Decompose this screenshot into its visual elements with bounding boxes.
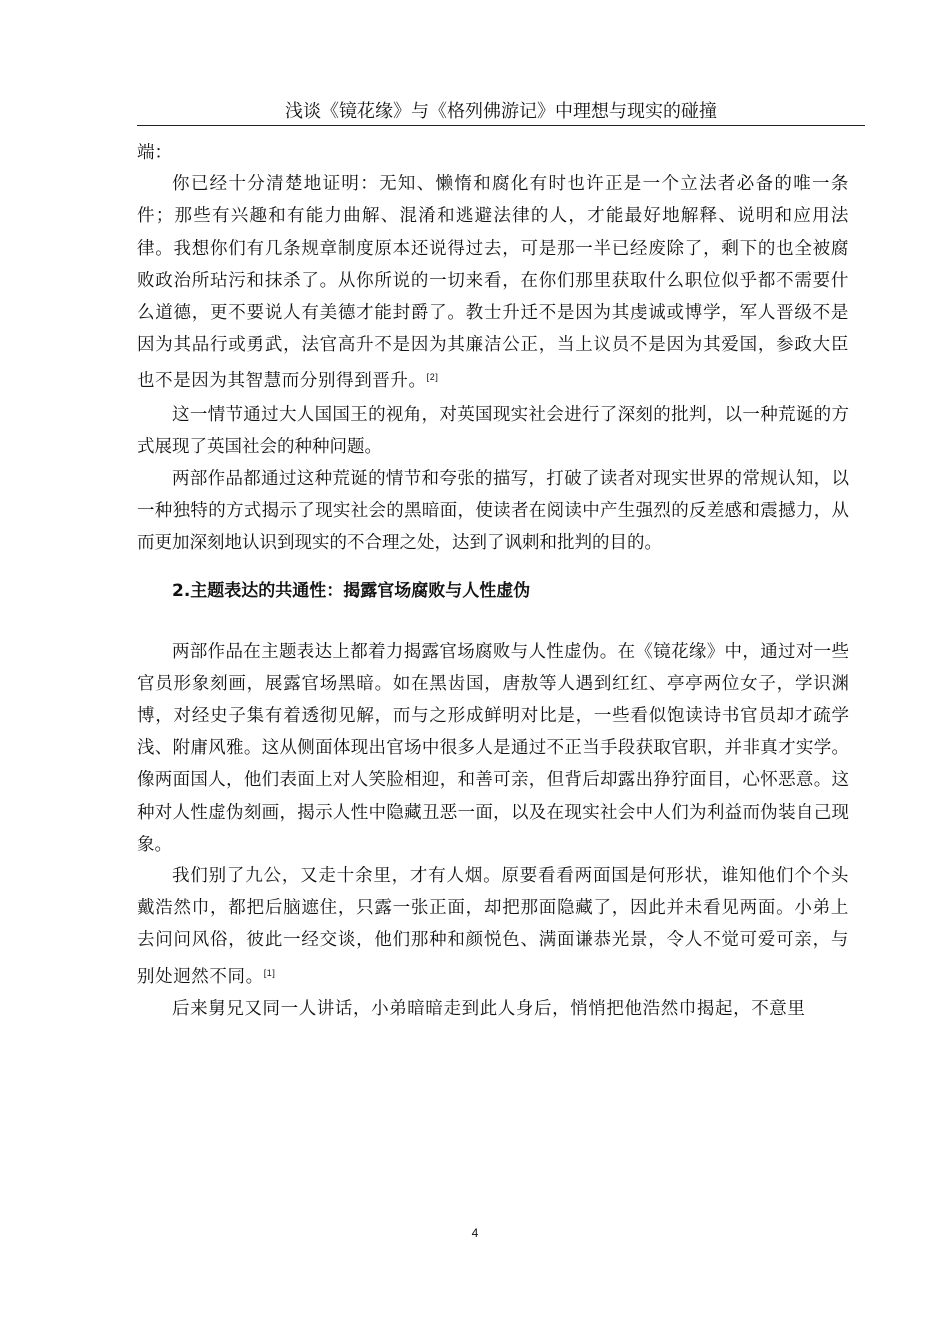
page-body	[137, 136, 849, 1025]
block-quote-two-faced	[137, 860, 849, 993]
page-number: 4	[471, 1226, 479, 1240]
paragraph-analysis: 这一情节通过大人国国王的视角，对英国现实社会进行了深刻的批判，以一种荒诞的方式展现了英国社会的种种问题。	[137, 403, 849, 456]
paragraph-continuation: 端：	[137, 142, 172, 162]
header-rule	[137, 125, 865, 126]
citation-marker: [2]	[426, 372, 439, 383]
quote-text: 我们别了九公，又走十余里，才有人烟。原要看看两面国是何形状，谁知他们个个头戴浩然巾，都把后脑遮住，只露一张正面，却把那面隐藏了，因此并未看见两面。小弟上去问问风俗，彼此一经交谈，他们那种和颜悦色、满面谦恭光景，令人不觉可爱可亲，与别处迥然不同。	[137, 866, 849, 987]
paragraph-theme: 两部作品在主题表达上都着力揭露官场腐败与人性虚伪。在《镜花缘》中，通过对一些官员形象刻画，展露官场黑暗。如在黑齿国，唐敖等人遇到红红、亭亭两位女子，学识渊博，对经史子集有着透彻见解，而与之形成鲜明对比是，一些看似饱读诗书官员却才疏学浅、附庸风雅。这从侧面体现出官场中很多人是通过不正当手段获取官职，并非真才实学。像两面国人，他们表面上对人笑脸相迎，和善可亲，但背后却露出狰狞面目，心怀恶意。这种对人性虚伪刻画，揭示人性中隐藏丑恶一面，以及在现实社会中人们为利益而伪装自己现象。	[137, 640, 849, 854]
citation-marker: [1]	[263, 967, 276, 978]
section-heading: 2.主题表达的共通性：揭露官场腐败与人性虚伪	[172, 580, 531, 601]
quote-text: 你已经十分清楚地证明：无知、懒惰和腐化有时也许正是一个立法者必备的唯一条件；那些有兴趣和有能力曲解、混淆和逃避法律的人，才能最好地解释、说明和应用法律。我想你们有几条规章制度原本还说得过去，可是那一半已经废除了，剩下的也全被腐败政治所玷污和抹杀了。从你所说的一切来看，在你们那里获取什么职位似乎都不需要什么道德，更不要说人有美德才能封爵了。教士升迁不是因为其虔诚或博学，军人晋级不是因为其品行或勇武，法官高升不是因为其廉洁公正，当上议员不是因为其爱国，参政大臣也不是因为其智慧而分别得到晋升。	[137, 174, 849, 392]
block-quote-king	[137, 168, 849, 397]
running-header: 浅谈《镜花缘》与《格列佛游记》中理想与现实的碰撞	[285, 101, 717, 122]
paragraph-summary: 两部作品都通过这种荒诞的情节和夸张的描写，打破了读者对现实世界的常规认知，以一种独特的方式揭示了现实社会的黑暗面，使读者在阅读中产生强烈的反差感和震撼力，从而更加深刻地认识到现实的不合理之处，达到了讽刺和批判的目的。	[137, 468, 849, 553]
block-quote-continued: 后来舅兄又同一人讲话，小弟暗暗走到此人身后，悄悄把他浩然巾揭起，不意里	[172, 998, 806, 1019]
